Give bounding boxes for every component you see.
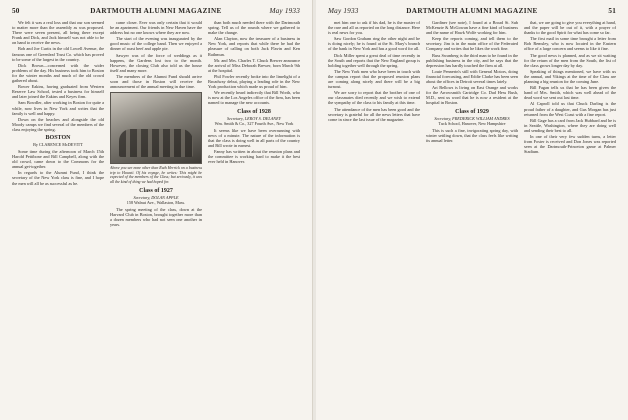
body-paragraph: Mr. and Mrs. Charles T. Chuck Brewer announce the arrival of Miss Deborah Brewer, born March 9th at the hospital. bbox=[208, 57, 300, 73]
body-paragraph: The spring meeting of the class, down at the Harvard Club in Boston, brought together more than a dozen members who had not seen one another in years. bbox=[110, 206, 202, 227]
body-paragraph: The first mail in some time brought a letter from Bob Remsley, who is now located in the Eastern office of a large concern and seems to like it fine. bbox=[524, 36, 616, 52]
column-1 bbox=[12, 20, 104, 414]
running-title: DARTMOUTH ALUMNI MAGAZINE bbox=[90, 7, 222, 15]
body-paragraph: It seems like we have been overrunning with news of a minute. The nature of the information is that the class is doing well in all parts of the country and Bill wrote in earnest. bbox=[208, 127, 300, 148]
left-page bbox=[0, 0, 313, 420]
body-paragraph: Dick Brown—concerned with the wider problems of the day. His business took him to Boston for the winter months and much of the old crowd gathered about. bbox=[12, 62, 104, 84]
body-paragraph: Fanny has written in about the reunion plans and the committee is working hard to make it the best ever held in Hanover. bbox=[208, 148, 300, 165]
right-page bbox=[316, 0, 628, 420]
body-paragraph: Louie Pennerin's still with General Motors, doing financial forecasting, and Eddie Clarke has been seen about the offices in Detroit several times lately. bbox=[426, 68, 518, 85]
body-paragraph: Gardiner (see note), I found at a Broad St. Sub McKenzie & McGowan have a fine kind of business and the name of Hawk Wolfe working for him. bbox=[426, 20, 518, 36]
body-paragraph: Bob and Joe Curtis in the old Lowell Avenue, the famous one of Greenleaf Trust Co. which has proved to be some of the largest in the country. bbox=[12, 46, 104, 62]
class-address: 158 Walnut Ave., Wallaston, Mass. bbox=[126, 199, 186, 205]
class-section-heading bbox=[426, 109, 518, 126]
column-3 bbox=[208, 20, 300, 414]
body-paragraph: Dick Miller spent a great deal of time recently in the South and reports that the New England group is holding together well through the spring. bbox=[328, 52, 420, 68]
body-paragraph: came closer. Ever was only certain that it would be an apartment. Our friends in New Haven have the address but no one knows where they are now. bbox=[110, 20, 202, 36]
body-paragraph: Speaking of things mentioned, we have with us the annual, and Vikings at the time of the Class are planning a big reunion for the coming June. bbox=[524, 68, 616, 85]
text-columns bbox=[328, 20, 616, 414]
column-3 bbox=[524, 20, 616, 414]
class-secretary: Secretary, DOLAN APPLE bbox=[133, 194, 179, 200]
body-paragraph: Art Bellows is living on East Orange and works for the Arrowsmith Cartridge Co. Dad Hess Bush, M.D., sent us word that he is now a resident at the hospital in Boston. bbox=[426, 85, 518, 106]
issue-date: May 1933 bbox=[269, 7, 300, 15]
column-2 bbox=[426, 20, 518, 414]
class-heading: Class of 1928 bbox=[237, 108, 271, 115]
body-paragraph: The New York men who have been in touch with the campus report that the proposed reunion plans are coming along nicely and there will be a big turnout. bbox=[328, 68, 420, 90]
class-secretary: Secretary, FREDERICK WILLIAM ANDRES bbox=[434, 115, 510, 121]
body-paragraph: Down on the beaches and alongside the old Moody camps we find several of the members of the class enjoying the spring. bbox=[12, 116, 104, 132]
body-paragraph: Some time during the afternoon of March 15th Harold Pettibone and Bill Campbell, along with the old crowd, came down to the Commons for the annual get-together. bbox=[12, 148, 104, 170]
body-paragraph: Al Caproll told us that Chuck Darling is the proud father of a daughter, and Gus Morgan has just returned from the West Coast with a fine report. bbox=[524, 101, 616, 117]
class-heading: Class of 1929 bbox=[455, 108, 489, 115]
body-paragraph: that, we are going to give you everything at hand, and the paper will be out of it, with a prayer of thanks to the good Spirit for what has come so far. bbox=[524, 20, 616, 36]
class-address: Tuck School, Hanover, New Hampshire bbox=[438, 120, 506, 126]
running-title: DARTMOUTH ALUMNI MAGAZINE bbox=[406, 7, 538, 15]
photo-caption: Above you see none other than Ruth Herrick on a business trip to Hawaii. Of his voyage, he writes: This might be expected of the members of the Class; but seriously, it was all the kind of thing we had hoped for. bbox=[110, 166, 202, 184]
body-paragraph: The attendance of the men has been good and the secretary is grateful for all the news letters that have come in since the last issue of the magazine. bbox=[328, 106, 420, 122]
class-secretary: Secretary, LEROY S. DELANEY bbox=[227, 115, 281, 121]
class-address: By CLARENCE McDEVITT bbox=[33, 141, 83, 147]
body-paragraph: We are sorry to report that the brother of one of our classmates died recently and we wish to extend the sympathy of the class to his family at this time. bbox=[328, 90, 420, 106]
body-paragraph: We felt it was a real loss and that our son seemed to matter more than the assembly as was proposed. There were seven present, all being there except Frank and Dick, and Jack himself was not able to be on hand to receive the news. bbox=[12, 20, 104, 46]
body-paragraph: than both much needed there with the Dartmouth spring. Tell us of the rounds where we gathered to make the change. bbox=[208, 20, 300, 36]
group-photo bbox=[110, 92, 202, 164]
class-heading: BOSTON bbox=[45, 134, 71, 141]
page-number: 51 bbox=[608, 7, 616, 15]
class-section-heading bbox=[208, 109, 300, 126]
class-section-heading bbox=[12, 135, 104, 147]
body-paragraph: The members of the Alumni Fund should arrive soon and those in Boston will receive the announcement of the annual meeting in due time. bbox=[110, 73, 202, 90]
column-1 bbox=[328, 20, 420, 414]
body-paragraph: Sawyer was of the force of weddings as it happens, the Gardens lost two to the month. However, the closing Club also told us the house itself and many more. bbox=[110, 52, 202, 73]
photo-figures bbox=[119, 129, 193, 157]
body-paragraph: Saw Gordon Graham ring the other night and he is doing nicely; he is found at the St. Mary's branch of the bank in New York and has a good word for all. bbox=[328, 36, 420, 52]
body-paragraph: Bower Eakins, having graduated from Western Reserve Law School, tested a business for himself and later joined the Eakins and Keyes firm. bbox=[12, 84, 104, 100]
body-paragraph: Phil Fowler recently broke into the limelight of a Broadway debut, playing a leading role in the New York production which made us proud of him. bbox=[208, 73, 300, 90]
body-paragraph: Keep the reports coming, and tell them to the secretary. Jim is in the main office of the Federated Company and writes that he likes the work fine. bbox=[426, 36, 518, 52]
body-paragraph: Buss Swanberg is the third man to be found in the publishing business in the city, and he says that the depression has hardly touched the firm at all. bbox=[426, 52, 518, 68]
body-paragraph: Bill Gage has a card from Jack Hubbard and he is in Seattle, Washington, where they are doing well and sending their best to all. bbox=[524, 117, 616, 133]
column-2 bbox=[110, 20, 202, 414]
body-paragraph: Bill Fagan tells us that he has been given the hand of Mrs. Smith, which was well ahead of the dead word we sent out last time. bbox=[524, 85, 616, 101]
page-number: 50 bbox=[12, 7, 20, 15]
body-paragraph: Alan Clayton, now the treasurer of a business in New York, and reports that while there he had the pleasure of calling on both Jack Flavin and Ken Rathmun. bbox=[208, 36, 300, 57]
page-header bbox=[328, 7, 616, 17]
body-paragraph: We recently heard indirectly that Bill Worth, who is now at the Los Angeles office of the firm, has been named to manage the new accounts. bbox=[208, 90, 300, 106]
issue-date: May 1933 bbox=[328, 7, 359, 15]
body-paragraph: The start of the evening was inaugurated by the good music of the college band. Then we enjoyed a dinner of roast beef and apple pie. bbox=[110, 36, 202, 52]
body-paragraph: In regards to the Alumni Fund, I think the secretary of the New York class is fine, and I hope the men will all be as successful as he. bbox=[12, 170, 104, 186]
class-section-heading bbox=[110, 188, 202, 205]
text-columns bbox=[12, 20, 300, 414]
body-paragraph: In one of their very few sudden turns, a letter from Foster is received and Don Jones was reported seen at the Dartmouth-Princeton game at Palmer Stadium. bbox=[524, 133, 616, 155]
body-paragraph: The good news is planned, and as we sit waiting for the return of the men from the South, the list of the class grows longer day by day. bbox=[524, 52, 616, 68]
class-heading: Class of 1927 bbox=[139, 187, 173, 194]
page-header bbox=[12, 7, 300, 17]
body-paragraph: This is such a fine, invigorating spring day, with winter settling down, that the class feels like writing its annual letter. bbox=[426, 127, 518, 143]
body-paragraph: Sam Bowdler, after working in Boston for quite a while, now lives in New York and writes that the family is well and happy. bbox=[12, 100, 104, 116]
class-address: Wm. Smith & Co., 327 Fourth Ave., New York bbox=[214, 120, 294, 126]
body-paragraph: met him one to ask if his dad, he is the master of the rare and all as reported on the long distance. Here is real news for you. bbox=[328, 20, 420, 36]
